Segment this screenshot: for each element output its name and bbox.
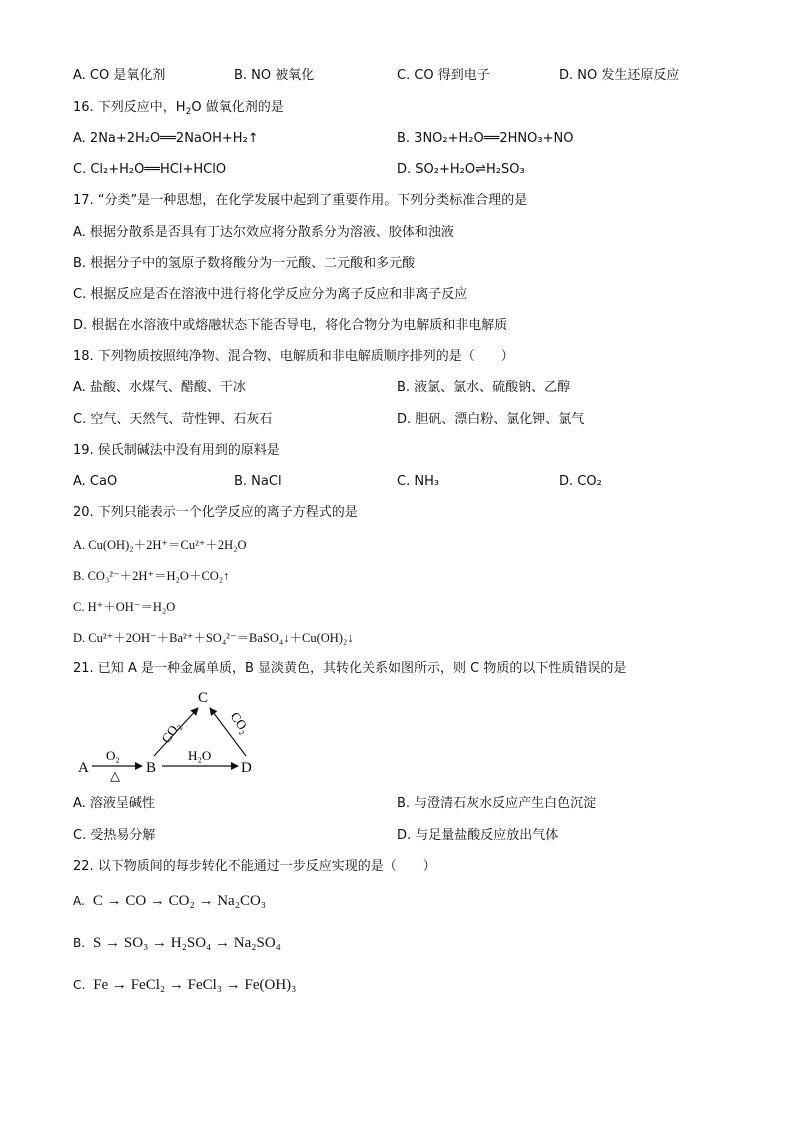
q22-option-c: C. Fe → FeCl₂ → FeCl₃ → Fe(OH)₃	[73, 977, 297, 993]
q21-stem: 21. 已知 A 是一种金属单质，B 显淡黄色，其转化关系如图所示，则 C 物质的以下性质错误的是	[73, 661, 627, 676]
q21-conversion-diagram	[70, 686, 270, 786]
node-c: C	[198, 690, 209, 706]
condition-a-to-b: △	[110, 768, 120, 783]
q21-option-d: D. 与足量盐酸反应放出气体	[397, 828, 559, 843]
q22-option-b: B. S → SO₃ → H₂SO₄ → Na₂SO₄	[73, 935, 281, 951]
q21-option-c: C. 受热易分解	[73, 828, 156, 843]
node-d: D	[241, 760, 252, 776]
q15-option-a: A. CO 是氧化剂	[73, 68, 166, 83]
label-b-to-d: H₂O	[188, 748, 212, 763]
q19-option-d: D. CO₂	[559, 474, 602, 489]
q18-option-d: D. 胆矾、漂白粉、氯化钾、氯气	[397, 412, 585, 427]
q21-option-b: B. 与澄清石灰水反应产生白色沉淀	[397, 796, 597, 811]
q20-option-a: A. Cu(OH)₂＋2H⁺＝Cu²⁺＋2H₂O	[73, 538, 247, 552]
node-b: B	[146, 760, 157, 776]
q22-option-a: A. C → CO → CO₂ → Na₂CO₃	[73, 893, 267, 909]
q17-stem: 17. “分类”是一种思想，在化学发展中起到了重要作用。下列分类标准合理的是	[73, 193, 528, 208]
q17-option-d: D. 根据在水溶液中或熔融状态下能否导电，将化合物分为电解质和非电解质	[73, 318, 508, 333]
q15-option-b: B. NO 被氧化	[234, 68, 315, 83]
q19-stem: 19. 侯氏制碱法中没有用到的原料是	[73, 443, 280, 458]
q20-option-b: B. CO₃²⁻＋2H⁺＝H₂O＋CO₂↑	[73, 569, 230, 583]
q19-option-c: C. NH₃	[397, 474, 440, 489]
q16-stem: 16. 下列反应中，$H_2O$ 做氧化剂的是	[73, 100, 284, 117]
q17-option-b: B. 根据分子中的氢原子数将酸分为一元酸、二元酸和多元酸	[73, 256, 416, 271]
label-b-to-c: CO₂	[158, 718, 184, 746]
label-d-to-c: CO₂	[227, 709, 253, 737]
q20-stem: 20. 下列只能表示一个化学反应的离子方程式的是	[73, 505, 358, 520]
q17-option-a: A. 根据分散系是否具有丁达尔效应将分散系分为溶液、胶体和浊液	[73, 225, 454, 240]
q18-option-b: B. 液氯、氯水、硫酸钠、乙醇	[397, 380, 571, 395]
q18-stem: 18. 下列物质按照纯净物、混合物、电解质和非电解质顺序排列的是（ ）	[73, 349, 514, 364]
q20-option-c: C. H⁺＋OH⁻＝H₂O	[73, 600, 176, 614]
q19-option-b: B. NaCl	[234, 474, 282, 489]
q18-option-a: A. 盐酸、水煤气、醋酸、干冰	[73, 380, 246, 395]
label-a-to-b: O₂	[106, 748, 120, 763]
q18-option-c: C. 空气、天然气、苛性钾、石灰石	[73, 412, 273, 427]
q16-option-d: D. SO₂+H₂O⇌H₂SO₃	[397, 162, 525, 177]
q16-option-a: A. 2Na+2H₂O══2NaOH+H₂↑	[73, 131, 259, 146]
q15-option-d: D. NO 发生还原反应	[559, 68, 680, 83]
q17-option-c: C. 根据反应是否在溶液中进行将化学反应分为离子反应和非离子反应	[73, 287, 468, 302]
q19-option-a: A. CaO	[73, 474, 118, 489]
q16-option-b: B. 3NO₂+H₂O══2HNO₃+NO	[397, 131, 574, 146]
node-a: A	[78, 760, 89, 776]
q16-option-c: C. Cl₂+H₂O══HCl+HClO	[73, 162, 227, 177]
q21-option-a: A. 溶液呈碱性	[73, 796, 155, 811]
q15-option-c: C. CO 得到电子	[397, 68, 490, 83]
q20-option-d: D. Cu²⁺＋2OH⁻＋Ba²⁺＋SO₄²⁻＝BaSO₄↓＋Cu(OH)₂↓	[73, 631, 354, 645]
q22-stem: 22. 以下物质间的每步转化不能通过一步反应实现的是（ ）	[73, 859, 436, 874]
